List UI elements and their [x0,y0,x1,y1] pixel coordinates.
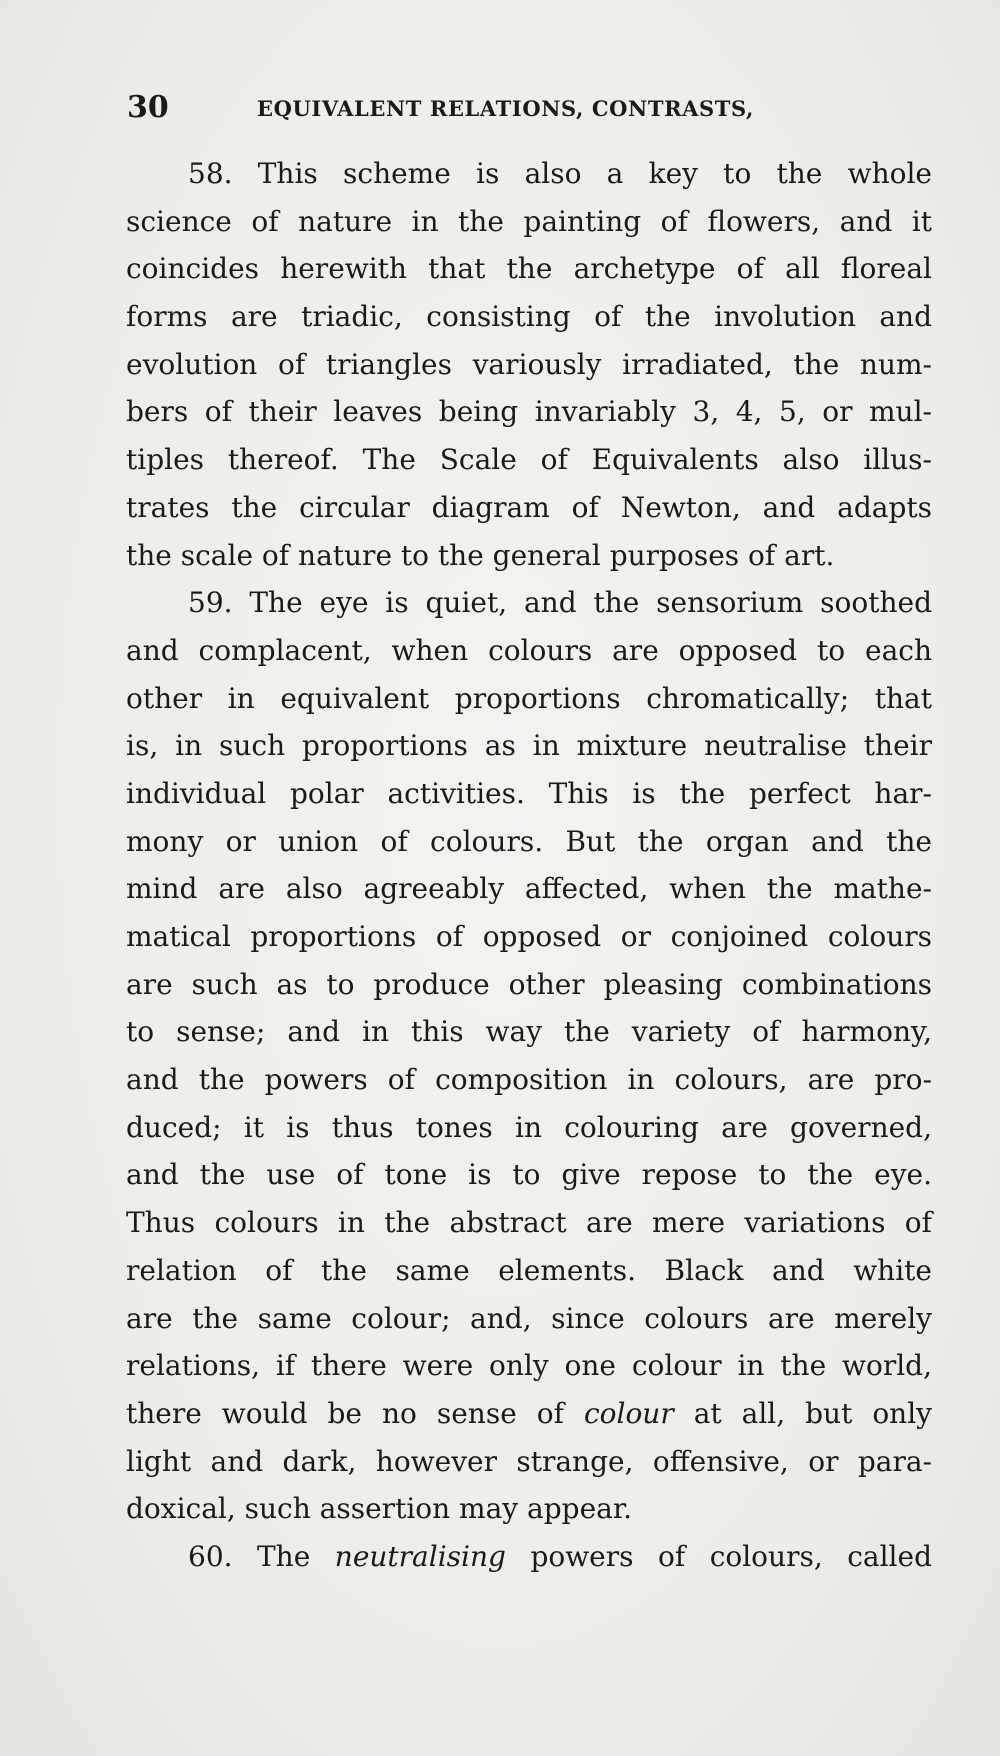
body-text [126,150,932,1581]
paragraph-59-line: to sense; and in this way the variety of harmony, [126,1015,932,1049]
paragraph-59-line: other in equivalent proportions chromatically; that [126,681,932,715]
paragraph-58-line: trates the circular diagram of Newton, and adapts [126,490,932,524]
paragraph-59-line: and complacent, when colours are opposed to each [126,633,932,667]
italic-word-colour: colour [583,1396,674,1430]
line-text: at all, but only [693,1396,932,1430]
paragraph-59-line: relations, if there were only one colour in the world, [126,1349,932,1383]
paragraph-58-line: science of nature in the painting of flowers, and it [126,204,932,238]
paragraph-59-line: light and dark, however strange, offensive, or para- [126,1444,932,1478]
paragraph-60-line [126,1533,932,1581]
paragraph-59-line: duced; it is thus tones in colouring are governed, [126,1110,932,1144]
paragraph-59-line: are the same colour; and, since colours are merely [126,1301,932,1335]
page-header [127,90,887,130]
paragraph-59-line: 59. The eye is quiet, and the sensorium soothed [188,586,932,620]
paragraph-59-line: doxical, such assertion may appear. [126,1492,633,1526]
paragraph-58-line: coincides herewith that the archetype of all floreal [126,252,932,286]
paragraph-59-line: matical proportions of opposed or conjoined colours [126,920,932,953]
paragraph-59-line: and the use of tone is to give repose to the eye. [126,1158,932,1192]
paragraph-58-line: 58. This scheme is also a key to the whole [188,157,932,190]
paragraph-59-line: mony or union of colours. But the organ and the [126,824,932,858]
page-number: 30 [127,90,169,125]
paragraph-58-line: bers of their leaves being invariably 3, 4, 5, or mul- [126,395,932,429]
paragraph-58-line: the scale of nature to the general purposes of art. [126,538,835,572]
line-text: 60. The [188,1539,311,1573]
line-text: powers of colours, called [530,1539,932,1573]
paragraph-59-line: Thus colours in the abstract are mere variations of [126,1206,932,1240]
paragraph-58-line: evolution of triangles variously irradiated, the num- [126,347,932,381]
paragraph-58-line: tiples thereof. The Scale of Equivalents also illus- [126,443,932,477]
paragraph-59-line [126,1390,932,1438]
paragraph-59-line: individual polar activities. This is the perfect har- [126,776,932,810]
italic-word-neutralising: neutralising [334,1539,506,1573]
line-text: there would be no sense of [126,1396,564,1430]
paragraph-58-line: forms are triadic, consisting of the involution and [126,300,932,334]
paragraph-59-line: are such as to produce other pleasing combinations [126,967,932,1001]
paragraph-59-line: is, in such proportions as in mixture neutralise their [126,729,932,763]
paragraph-59-line: and the powers of composition in colours, are pro- [126,1063,932,1097]
paragraph-59-line: relation of the same elements. Black and white [126,1253,932,1287]
running-head: EQUIVALENT RELATIONS, CONTRASTS, [257,96,754,121]
paragraph-59-line: mind are also agreeably affected, when the mathe- [126,872,932,906]
